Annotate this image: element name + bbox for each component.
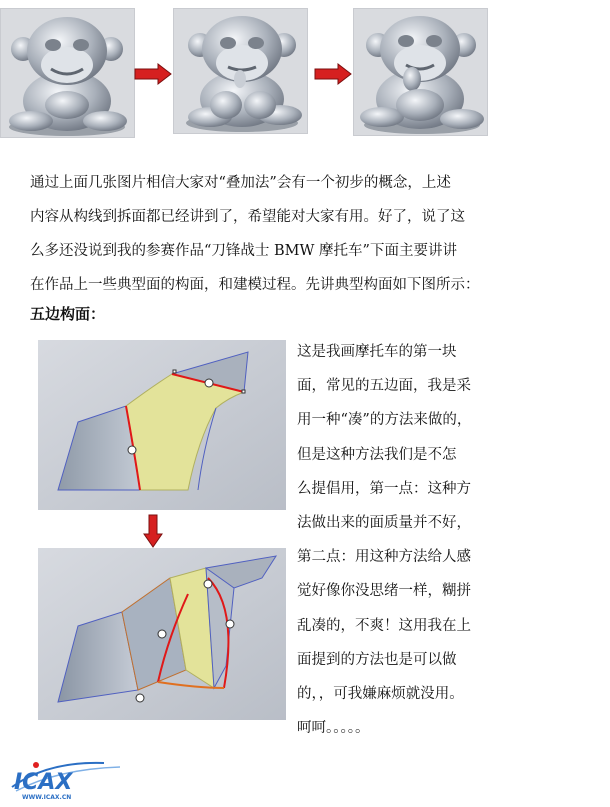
monkey-model-image <box>354 9 487 135</box>
body-line: 的，，可我嫌麻烦就没用。 <box>297 685 464 702</box>
body-line: 么提倡用，第一点：这种方 <box>297 480 471 497</box>
logo-wordmark: ICAX <box>14 770 73 795</box>
intro-line: 么多还没说到我的参赛作品“刀锋战士 BMW 摩托车”下面主要讲讲 <box>30 243 457 259</box>
arrow-right-icon <box>314 63 352 85</box>
intro-line: 通过上面几张图片相信大家对“叠加法”会有一个初步的概念，上述 <box>30 175 451 191</box>
monkey-render-2 <box>173 8 308 134</box>
arrow-right-icon <box>134 63 172 85</box>
intro-line: 内容从构线到拆面都已经讲到了，希望能对大家有用。好了，说了这 <box>30 209 465 225</box>
cad-surface-after <box>38 548 286 720</box>
intro-paragraph <box>30 166 480 302</box>
logo-url: WWW.ICAX.CN <box>22 794 72 801</box>
monkey-render-3 <box>353 8 488 136</box>
icax-logo-image <box>8 757 128 801</box>
monkey-render-1 <box>0 8 135 138</box>
body-line: 觉好像你没思绪一样，糊拼 <box>297 583 471 600</box>
body-line: 面提到的方法也是可以做 <box>297 651 457 668</box>
body-line: 面，常见的五边面，我是采 <box>297 378 471 395</box>
cad-surface-before <box>38 340 286 510</box>
monkey-model-image <box>1 9 134 137</box>
arrow-down-icon <box>143 514 163 548</box>
body-line: 但是这种方法我们是不怎 <box>297 446 457 463</box>
cad-surface-image <box>38 340 286 510</box>
monkey-model-image <box>174 9 307 133</box>
cad-surface-image <box>38 548 286 720</box>
body-line: 呵呵。。。。。 <box>297 720 370 737</box>
body-line: 乱凑的，不爽！这用我在上 <box>297 617 471 634</box>
body-line: 用一种“凑”的方法来做的， <box>297 412 472 429</box>
intro-line: 在作品上一些典型面的构面，和建模过程。先讲典型构面如下图所示： <box>30 277 480 293</box>
body-line: 法做出来的面质量并不好， <box>297 514 471 531</box>
body-line: 第二点：用这种方法给人感 <box>297 549 471 566</box>
section-heading: 五边构面： <box>30 305 106 323</box>
section-body-text <box>297 335 477 745</box>
body-line: 这是我画摩托车的第一块 <box>297 344 457 360</box>
icax-logo <box>8 757 128 801</box>
